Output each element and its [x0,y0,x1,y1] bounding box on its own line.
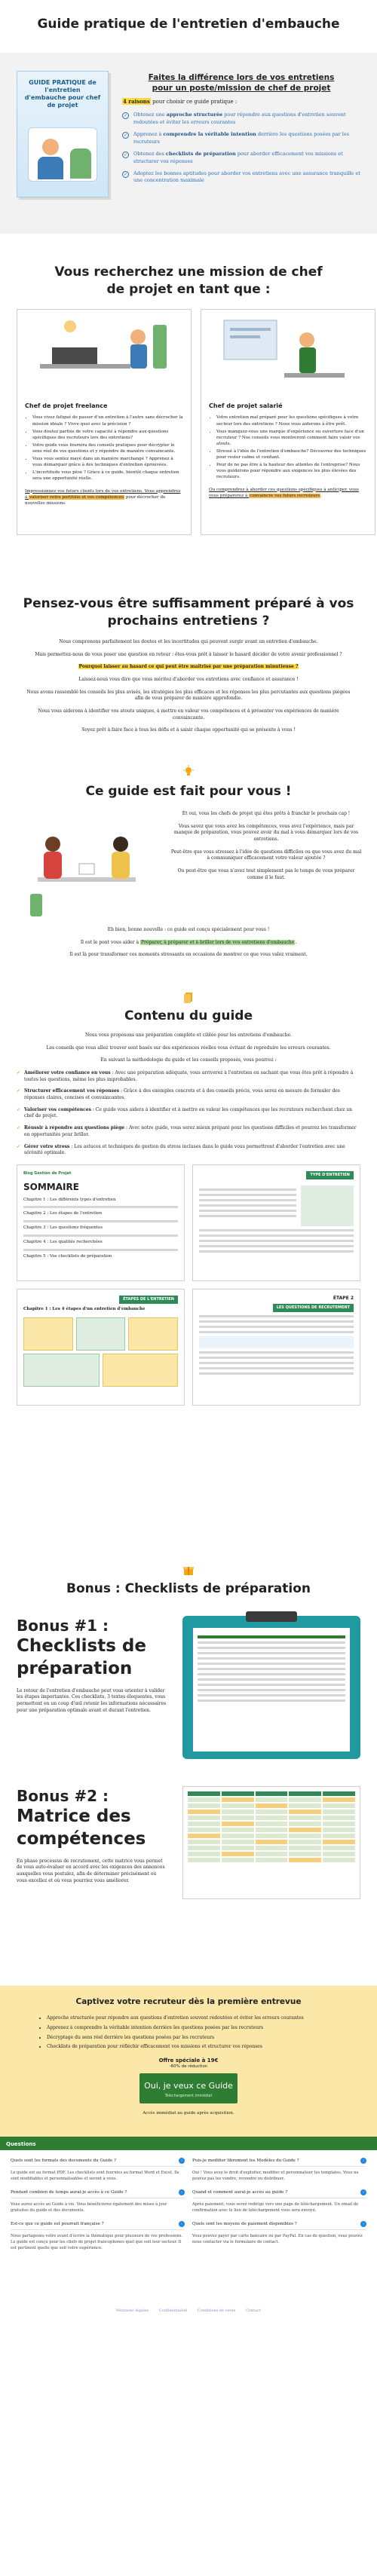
content-points [0,1070,377,1157]
bonus-heading: Bonus : Checklists de préparation [66,1581,311,1596]
ready-paragraph: Mais permettez-nous de vous poser une question en retour : êtes-vous prêt à laisser le hasard décider de votre avenir professionnel ? [35,651,342,657]
content-heading: Contenu du guide [124,1008,253,1023]
footer-link-legal[interactable]: Mentions légales [116,2308,149,2313]
preview-tag: TYPE D'ENTRETIEN [306,1171,354,1179]
hero-section [0,53,377,234]
list-item: • Checklists de préparation pour réfléchir efficacement vos missions et structurer vos réponses [47,2044,360,2051]
made-paragraph: Il est là pour transformer ces moments stressants en occasions de montrer ce que vous valez vraiment. [69,952,308,958]
chevron-icon[interactable]: › [179,2158,185,2164]
footer-link-privacy[interactable]: Confidentialité [158,2308,188,2313]
ready-heading: Pensez-vous être suffisamment préparé à vos prochains entretiens ? [23,596,354,629]
footer-link-contact[interactable]: Contact [246,2308,261,2313]
faq-answer: Après paiement, vous serez redirigé vers une page de téléchargement. Un email de confirmation avec le lien de téléchargement vous sera envoyé. [192,2202,359,2213]
preview-summary-item: Chapitre 5 : Vos checklists de préparation [23,1254,112,1259]
content-paragraph: En suivant la méthodologie du guide et les conseils proposés, vous pourrez : [100,1057,277,1063]
bonus-1-text: Le retour de l'entretien d'embauche peut vous orienter à valider les étapes importantes. Ces checklists, 3 textes éloquentes, vous permettent en un coup d'œil retenir les informations nécessaires pour une préparation optimale avant et durant l'entretien. [17,1687,167,1713]
ready-paragraph: Nous avons rassemblé les conseils les plus avisés, les stratégies les plus efficaces et les réponses les plus percutantes aux questions piégées afin de vous préparer de manière approfondie. [26,689,351,702]
preview-brand: Blog Gestion de Projet [23,1170,72,1176]
list-item: • Vous doutez parfois de votre capacité à répondre aux questions spécifiques des recruteurs lors des entretiens? [32,429,183,441]
cta-heading: Captivez votre recruteur dès la première entrevue [75,1997,302,2006]
access-note: Accès immédiat au guide après acquisition. [143,2110,234,2116]
preview-tag: LES QUESTIONS DE RECRUTEMENT [273,1304,354,1312]
check-icon: ✓ [17,1125,21,1131]
offer-discount: -60% de réduction [169,2064,208,2070]
checklist-clipboard-image [182,1616,360,1759]
freelance-illustration [25,310,183,399]
made-highlight: Il est le pont vous aider à Préparer, à préparer et à briller lors de vos entretiens d'embauche. [80,939,297,945]
made-paragraph: Vous savez que vous avez les compétences, vous avez l'expérience, mais par manque de préparation, vous pouvez avoir du mal à vous démarquer lors de vos entretiens. [173,823,359,842]
hero-benefit: ✓ Obtenez une approche structurée pour répondre aux questions d'entretien souvent redoutées et éviter les erreurs courantes [123,112,346,125]
freelance-closing: Impressionnez vos futurs clients lors de vos entretiens. Vous apprendrez à valoriser votre portfolio et vos compétences pour décrocher de nouvelles missions. [25,488,181,506]
preview-summary-item: Chapitre 1 : Les différents types d'entretien [23,1197,116,1202]
faq-question[interactable]: Quels sont les moyens de paiement disponibles ? › [192,2218,366,2230]
guide-previews [0,1164,377,1406]
faq-answer: Vous aurez accès au Guide à vie. Vous bénéficierez également des mises à jour gratuites du guide et des documents. [11,2202,167,2213]
chevron-icon[interactable]: › [179,2221,185,2227]
ready-paragraph: Soyez prêt à faire face à tous les défis et à saisir chaque opportunité qui se présente à vous ! [81,727,296,733]
reasons-highlight: 4 raisons [123,98,150,106]
list-item: • Vous manquez-vous une marque d'expérience ou ouverture face d'un recruteur ? Nos conseils vous montreront comment faire valoir vos atouts. [216,429,367,447]
faq-answer: Oui ! Vous avez le droit d'exploiter, modifier et personnaliser les templates. Vous ne pouvez pas les vendre, revendre ou distribuer. [192,2171,359,2181]
faq-answer: Le guide est au format PDF. Les checklists sont fournies au format Word et Excel. Ils sont modifiables et personnalisables et seront à vous. [11,2171,179,2181]
list-item: • L'incertitude vous pèse ? Gràce à ce guide, bientôt chaque entretien sera une opportunité réelle. [32,470,183,482]
chevron-icon[interactable]: › [179,2189,185,2195]
bonus-section [0,1564,377,1986]
made-paragraph: Peut-être que vous stressez à l'idée de questions difficiles ou que vous avez du mal à communiquer efficacement votre valeur ajoutée ? [170,849,362,861]
step-preview [192,1289,360,1406]
faq-answer: Vous pouvez payer par carte bancaire ou par PayPal. En cas de question, vous pouvez nous contacter via le formulaire de contact. [192,2234,363,2244]
freelance-list [25,415,183,482]
chevron-icon[interactable]: › [360,2189,366,2195]
employee-title: Chef de projet salarié [209,402,283,409]
list-item: • Vous vivez fatigué de passer d'un entretien à l'autre sans décrocher la mission idéale ? Vivre quoi avec la précision ? [32,415,183,427]
gift-icon [182,1564,195,1576]
reasons-text: pour choisir ce guide pratique : [150,99,238,106]
preview-summary-item: Chapitre 3 : Les questions fréquentes [23,1225,103,1231]
content-paragraph: Nous vous proposons une préparation complète et ciblée pour les entretiens d'embauche. [85,1032,292,1038]
check-icon: ✓ [17,1070,21,1075]
list-item: • Votre guide vous fournira des conseils pratiques pour décrypter le sens réel de vos questions et y répondre de manière convaincante. [32,442,183,454]
hero-heading [122,72,360,93]
content-paragraph: Les conseils que vous allez trouver sont basés sur des expériences réelles vous évitant de reproduire les erreurs courantes. [46,1045,331,1051]
content-point: ✓ Structurer efficacement vos réponses : Grâce à des exemples concrets et à des conseils précis, vous serez en mesure de formuler des réponses claires, concises et convaincantes. [17,1088,340,1101]
made-for-you-section [0,765,377,991]
hero-benefit: ✓ Adoptez les bonnes aptitudes pour aborder vos entretiens avec une assurance tranquille et une concentration maximale [123,170,360,184]
ready-section [0,580,377,765]
guide-cover-title: GUIDE PRATIQUE de l'entretien d'embauche pour chef de projet [24,79,101,109]
list-item: • Approche structurée pour répondre aux questions d'entretien souvent redoutées et éviter les erreurs courantes [47,2015,360,2022]
check-icon: ✓ [17,1088,21,1094]
footer [0,2302,377,2320]
content-section [0,991,377,1564]
list-item: • Apprenez à comprendre la véritable intention derrière les questions posées par les recruteurs [47,2025,360,2032]
faq-question[interactable]: Est-ce que ce guide est pourrait française ? › [11,2218,185,2230]
check-icon: ✓ [17,1106,21,1112]
hero-benefits-list [122,112,360,184]
bonus-1 [0,1616,377,1759]
list-item: • Stressé à l'idée de l'entretien d'embauche? Découvrez des techniques pour rester calme et confiant. [216,448,367,460]
skills-matrix-image [182,1786,360,1899]
hero-subtitle [122,98,360,106]
hero-benefit: ✓ Apprenez à comprendre la véritable intention derrière les questions posées par les recruteurs [123,131,350,145]
preview-summary-item: Chapitre 4 : Les qualités recherchées [23,1240,103,1245]
employee-closing: Ou comprendrez à aborder ces questions spécifiques à anticiper, vous vous préparerez à convaincre vos futurs recruteurs. [209,487,359,498]
footer-link-terms[interactable]: Conditions de vente [197,2308,236,2313]
lightbulb-icon [182,765,195,777]
document-icon [182,991,195,1003]
offer [17,2057,360,2070]
faq-section [0,2137,377,2302]
preview-summary-item: Chapitre 2 : Les étapes de l'entretien [23,1211,103,1216]
preview-summary-title: SOMMAIRE [23,1182,79,1193]
content-point: ✓ Valoriser vos compétences : Ce guide vous aidera à identifier et à mettre en valeur les compétences que les recruteurs recherchent chez un chef de projet. [17,1106,352,1119]
hero-heading-line1: Faites la différence lors de vos entretiens [148,73,335,82]
faq-title: Questions [0,2137,377,2150]
chapter-preview [17,1289,185,1406]
ready-paragraph: Laissez-nous vous dire que vous méritez d'aborder vos entretiens avec confiance et assurance ! [78,676,299,682]
buy-guide-button[interactable]: Oui, je veux ce Guide Téléchargement immédiat [139,2073,238,2103]
check-circle-icon: ✓ [123,172,128,178]
employee-illustration [209,310,367,399]
content-point: ✓ Gérer votre stress : Les astuces et techniques de gestion du stress incluses dans le guide vous permettront d'aborder l'entretien avec une sérénité optimale. [17,1143,345,1156]
list-item: • Décryptage du sens réel derrière les questions posées par les recruteurs [47,2035,360,2042]
bonus-1-title: Bonus #1 : Checklists de préparation [17,1616,146,1678]
chevron-icon[interactable]: › [360,2221,366,2227]
page-header [0,0,377,53]
cta-list [17,2015,360,2051]
offer-price: Offre spéciale à 19€ [158,2057,219,2064]
faq-question[interactable]: Quels sont les formats des documents du Guide ? › [11,2155,185,2167]
bonus-2-title: Bonus #2 : Matrice des compétences [17,1786,146,1849]
page-title: Guide pratique de l'entretien d'embauche [37,17,340,32]
check-circle-icon: ✓ [123,133,128,139]
check-circle-icon: ✓ [123,152,128,158]
faq-answer: Nous partageons votre avant d'écrire la thématique pour plusieurs de vos professions. Le guide est conçu pour les chefs de projet francophones quel que soit leur secteur. Il est pertinent quelle que soit votre expérience. [11,2234,183,2250]
made-paragraph: Ou peut-être que vous n'avez tout simplement pas le temps de vous préparer comme il le faut. [177,868,355,880]
cover-figure-2 [70,148,91,179]
made-heading: Ce guide est fait pour vous ! [85,784,292,799]
made-paragraph: Eh bien, bonne nouvelle : ce guide est conçu spécialement pour vous ! [107,926,270,932]
employee-list [209,415,367,480]
list-item: • Votre entretien mal préparé pour les questions spécifiques à votre secteur lors des entretiens ? Nous vous aiderons à être prêt. [216,415,367,427]
faq-question[interactable]: Pendant combien de temps aurai-je accès à ce Guide ? › [11,2186,185,2198]
preview-step: ÉTAPE 2 [333,1295,354,1301]
bonus-2-text: En phase processus de recrutement, cette matrice vous permet de vous auto-évaluer en accord avec les exigences des annonces auxquelles vous postulez, afin de déterminer précisément où vous excellez et où vous pourriez vous améliorer. [17,1858,165,1883]
summary-preview [17,1164,185,1281]
ready-paragraph: Nous vous aiderons à identifier vos atouts uniques, à mettre en valeur vos compétences et à présenter vos expériences de manière convaincante. [38,708,339,720]
guide-cover-image [17,71,109,197]
preview-tag: ÉTAPES DE L'ENTRETIEN [119,1296,178,1304]
faq-question[interactable]: Puis-je modifier librement les Modèles du Guide ? › [192,2155,366,2167]
chevron-icon[interactable]: › [360,2158,366,2164]
list-item: • Vous vous sentez mayé dans un manière marchangé ? Apprenez à vous démarquer grâce à des techniques d'entretien éprouvées. [32,456,183,468]
bonus-2 [0,1786,377,1899]
employee-card [201,309,375,535]
ready-highlight: Pourquoi laisser au hasard ce qui peut être maîtrisé par une préparation minutieuse ? [78,664,299,670]
content-point: ✓ Améliorer votre confiance en vous : Avec une préparation adéquate, vous arriverez à l'entretien en sachant que vous êtes prêt à répondre à toutes les questions, même les plus improbables. [17,1070,354,1082]
content-point: ✓ Réussir à répondre aux questions piège : Avec notre guide, vous serez mieux préparé pour les questions difficiles et pourrez les transformer en opportunités pour briller. [17,1125,357,1137]
faq-question[interactable]: Quand et comment aurai-je accès au guide ? › [192,2186,366,2198]
check-circle-icon: ✓ [123,113,128,119]
check-icon: ✓ [17,1143,21,1149]
made-paragraph: Et oui, vous les chefs de projet qui êtes prêts à franchir le prochain cap ! [182,810,351,816]
cta-section [0,1986,377,2137]
type-preview [192,1164,360,1281]
audience-section [0,234,377,580]
hero-heading-line2: pour un poste/mission de chef de projet [152,84,331,93]
interview-illustration [15,811,158,924]
ready-paragraph: Nous comprenons parfaitement les doutes et les incertitudes qui peuvent surgir avant un entretien d'embauche. [59,638,318,644]
freelance-title: Chef de projet freelance [25,402,108,409]
list-item: • Peur de ne pas être à la hauteur des attentes de l'entreprise? Nous vous guiderons pour répondre aux exigences les plus élevées des recruteurs. [216,462,367,480]
freelance-card [17,309,192,535]
preview-chapter-title: Chapitre 1 : Les 4 étapes d'un entretien d'embauche [23,1307,146,1312]
faq-right-column [192,2155,366,2256]
hero-benefit: ✓ Obtenez des checklists de préparation pour aborder efficacement vos missions et structurer vos réponses [123,151,343,164]
faq-left-column [11,2155,185,2256]
audience-heading: Vous recherchez une mission de chef de projet en tant que : [54,265,323,297]
